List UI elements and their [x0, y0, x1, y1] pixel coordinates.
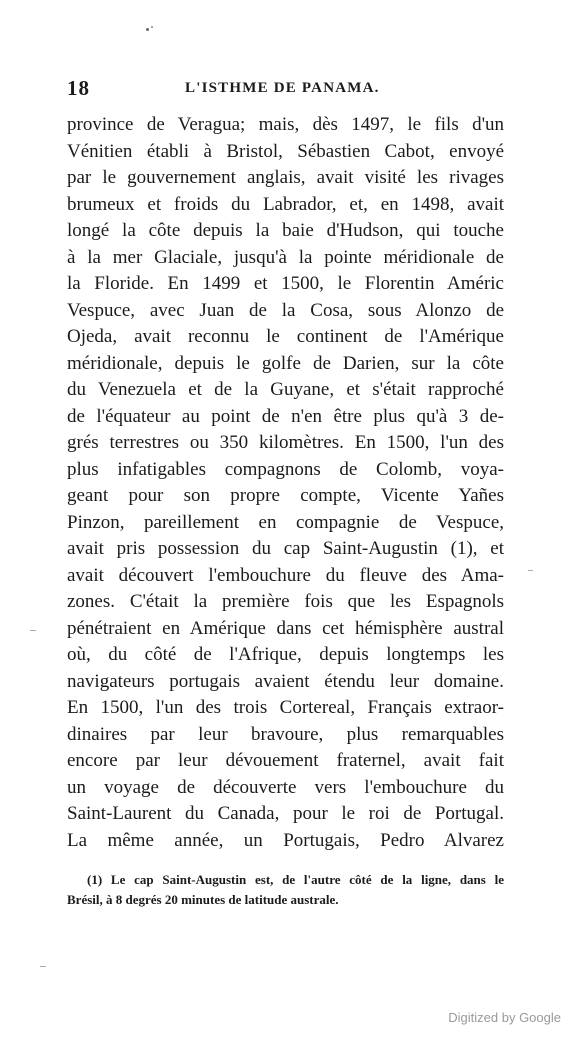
text-line: Vespuce, avec Juan de la Cosa, sous Alonzo de [67, 299, 504, 321]
text-line: à la mer Glaciale, jusqu'à la pointe méridionale de [67, 246, 504, 268]
margin-mark [30, 630, 36, 631]
text-line: brumeux et froids du Labrador, et, en 1498, avait [67, 193, 504, 215]
text-line: En 1500, l'un des trois Cortereal, Français extraor- [67, 697, 504, 718]
margin-mark [528, 570, 533, 571]
text-line: avait pris possession du cap Saint-Augustin (1), et [67, 538, 504, 559]
text-line: Ojeda, avait reconnu le continent de l'Amérique [67, 326, 504, 347]
text-line: zones. C'était la première fois que les Espagnols [67, 591, 504, 612]
page-header [67, 76, 504, 100]
text-line: encore par leur dévouement fraternel, avait fait [67, 750, 504, 771]
text-line: la Floride. En 1499 et 1500, le Florentin Améric [67, 273, 504, 294]
footnote-line: (1) Le cap Saint-Augustin est, de l'autre côté de la ligne, dans le [87, 872, 504, 887]
text-line: grés terrestres ou 350 kilomètres. En 1500, l'un des [67, 432, 504, 453]
text-line: Pinzon, pareillement en compagnie de Vespuce, [67, 511, 504, 533]
ink-speck [146, 28, 149, 31]
text-line: dinaires par leur bravoure, plus remarquables [67, 723, 504, 745]
text-line: Vénitien établi à Bristol, Sébastien Cabot, envoyé [67, 140, 504, 162]
text-line: province de Veragua; mais, dès 1497, le fils d'un [67, 114, 504, 135]
text-line: un voyage de découverte vers l'embouchure du [67, 776, 504, 798]
text-line: navigateurs portugais avaient étendu leur domaine. [67, 670, 504, 692]
body-text [67, 112, 504, 854]
text-line: Saint-Laurent du Canada, pour le roi de Portugal. [67, 803, 504, 824]
text-line: plus infatigables compagnons de Colomb, voya- [67, 458, 504, 480]
text-line: avait découvert l'embouchure du fleuve des Ama- [67, 564, 504, 586]
text-line: du Venezuela et de la Guyane, et s'était rapproché [67, 379, 504, 400]
ink-speck [151, 26, 153, 28]
text-line: La même année, un Portugais, Pedro Alvarez [67, 829, 504, 851]
text-line: geant pour son propre compte, Vicente Yañes [67, 485, 504, 506]
text-line: méridionale, depuis le golfe de Darien, sur la côte [67, 352, 504, 374]
footnote-line: Brésil, à 8 degrés 20 minutes de latitude australe. [67, 892, 339, 907]
running-title: L'ISTHME DE PANAMA. [185, 80, 380, 96]
margin-mark [40, 966, 46, 967]
text-line: longé la côte depuis la baie d'Hudson, qui touche [67, 220, 504, 241]
text-line: de l'équateur au point de n'en être plus qu'à 3 de- [67, 405, 504, 427]
footnote [67, 870, 504, 910]
text-line: par le gouvernement anglais, avait visité les rivages [67, 167, 504, 188]
text-line: pénétraient en Amérique dans cet hémisphère austral [67, 617, 504, 639]
text-line: où, du côté de l'Afrique, depuis longtemps les [67, 644, 504, 665]
digitization-watermark: Digitized by Google [448, 1010, 561, 1025]
page-number: 18 [67, 76, 90, 100]
